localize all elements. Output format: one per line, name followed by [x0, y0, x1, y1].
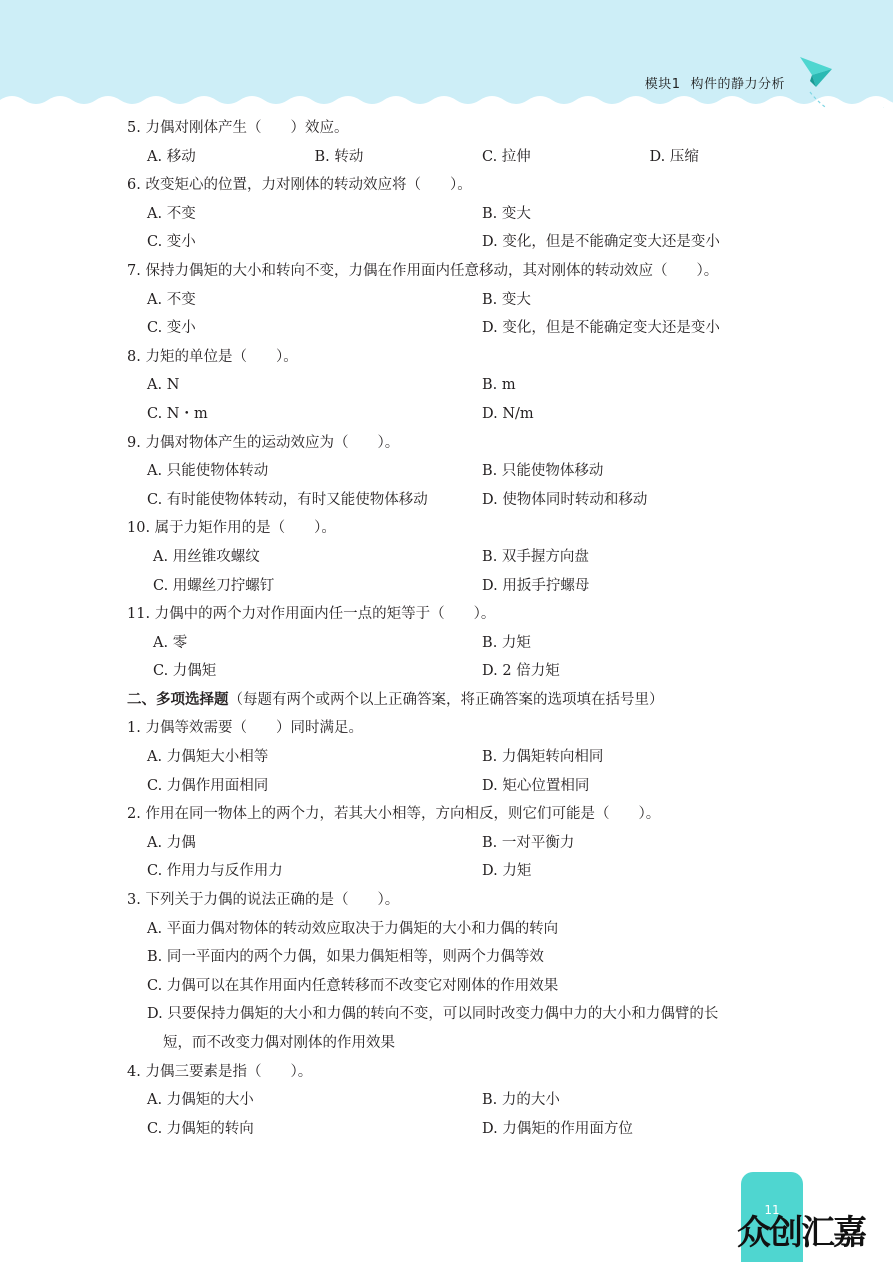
option-d: D. 2 倍力矩 [482, 663, 560, 680]
question-stem: 7. 保持力偶矩的大小和转向不变，力偶在作用面内任意移动，其对刚体的转动效应（ ）。 [127, 262, 719, 279]
option-c: C. 拉伸 [482, 148, 531, 165]
option-d: D. 只要保持力偶矩的大小和力偶的转向不变，可以同时改变力偶中力的大小和力偶臂的长 [147, 1006, 719, 1023]
option-b: B. 变大 [482, 205, 531, 222]
options-row [127, 572, 817, 601]
watermark-logo: 众创汇嘉 [737, 1213, 865, 1253]
option-a: A. 移动 [147, 148, 196, 165]
option-a: A. 用丝锥攻螺纹 [153, 548, 260, 565]
option-c: C. 用螺丝刀拧螺钉 [153, 577, 275, 594]
option-d: D. 力矩 [482, 863, 532, 880]
question-stem: 11. 力偶中的两个力对作用面内任一点的矩等于（ ）。 [127, 606, 496, 623]
options-row [127, 829, 817, 858]
section-heading [127, 686, 817, 715]
options-row [127, 543, 817, 572]
option-b: B. 只能使物体移动 [482, 463, 604, 480]
option-a: A. 只能使物体转动 [147, 463, 269, 480]
options-row [127, 657, 817, 686]
options-row [127, 486, 817, 515]
options-row [127, 857, 817, 886]
option-b: B. 同一平面内的两个力偶，如果力偶矩相等，则两个力偶等效 [147, 949, 544, 966]
options-row [127, 400, 817, 429]
option-a: A. 力偶 [147, 834, 196, 851]
question-stem: 8. 力矩的单位是（ ）。 [127, 348, 298, 365]
option-a: A. 力偶矩大小相等 [147, 749, 269, 766]
option-a: A. 平面力偶对物体的转动效应取决于力偶矩的大小和力偶的转向 [147, 920, 559, 937]
question-stem: 1. 力偶等效需要（ ）同时满足。 [127, 720, 363, 737]
question-stem: 6. 改变矩心的位置，力对刚体的转动效应将（ ）。 [127, 177, 472, 194]
option-d: D. 压缩 [649, 148, 699, 165]
option-d: D. 使物体同时转动和移动 [482, 491, 648, 508]
option-c: C. 力偶作用面相同 [147, 777, 269, 794]
options-row [127, 772, 817, 801]
option-d: D. 力偶矩的作用面方位 [482, 1120, 633, 1137]
option-d: D. 变化，但是不能确定变大还是变小 [482, 234, 720, 251]
section-note: （每题有两个或两个以上正确答案，将正确答案的选项填在括号里） [228, 691, 664, 708]
option-c: C. N・m [147, 405, 208, 422]
option-b: B. 力的大小 [482, 1092, 560, 1109]
options-row [127, 629, 817, 658]
option-a: A. 不变 [147, 205, 196, 222]
page-number: 11 [764, 1203, 780, 1217]
question-content [127, 114, 817, 1143]
option-d: D. 矩心位置相同 [482, 777, 590, 794]
question-stem: 9. 力偶对物体产生的运动效应为（ ）。 [127, 434, 400, 451]
options-row [127, 200, 817, 229]
options-row [127, 743, 817, 772]
options-row [127, 314, 817, 343]
module-label [645, 73, 785, 92]
option-a: A. N [147, 377, 180, 394]
option-c: C. 变小 [147, 320, 196, 337]
option-c: C. 有时能使物体转动，有时又能使物体移动 [147, 491, 428, 508]
option-c: C. 力偶矩 [153, 663, 217, 680]
option-d: D. 用扳手拧螺母 [482, 577, 590, 594]
option-d-continued: 短，而不改变力偶对刚体的作用效果 [163, 1035, 395, 1051]
option-b: B. m [482, 377, 516, 394]
question-stem: 10. 属于力矩作用的是（ ）。 [127, 520, 336, 537]
question-stem: 3. 下列关于力偶的说法正确的是（ ）。 [127, 892, 400, 909]
option-b: B. 一对平衡力 [482, 834, 575, 851]
option-b: B. 力偶矩转向相同 [482, 749, 604, 766]
options-row [127, 228, 817, 257]
question-stem: 4. 力偶三要素是指（ ）。 [127, 1063, 313, 1080]
question-stem: 5. 力偶对刚体产生（ ）效应。 [127, 120, 349, 136]
option-a: A. 不变 [147, 291, 196, 308]
options-row [127, 1115, 817, 1144]
option-a: A. 力偶矩的大小 [147, 1092, 254, 1109]
options-row [127, 1086, 817, 1115]
section-title: 二、多项选择题 [127, 690, 229, 708]
question-stem: 2. 作用在同一物体上的两个力，若其大小相等，方向相反，则它们可能是（ ）。 [127, 806, 661, 823]
option-c: C. 力偶可以在其作用面内任意转移而不改变它对刚体的作用效果 [147, 977, 559, 994]
option-b: B. 变大 [482, 291, 531, 308]
option-c: C. 作用力与反作用力 [147, 863, 283, 880]
option-b: B. 转动 [314, 148, 364, 165]
options-row [127, 371, 817, 400]
option-b: B. 力矩 [482, 634, 531, 651]
option-d: D. N/m [482, 405, 534, 422]
module-title: 构件的静力分析 [690, 77, 785, 92]
options-row [127, 457, 817, 486]
option-b: B. 双手握方向盘 [482, 548, 589, 565]
option-a: A. 零 [153, 634, 188, 651]
options-row [127, 286, 817, 315]
option-d: D. 变化，但是不能确定变大还是变小 [482, 320, 720, 337]
options-row [127, 143, 817, 172]
option-c: C. 变小 [147, 234, 196, 251]
module-number: 模块1 [644, 77, 681, 92]
option-c: C. 力偶矩的转向 [147, 1120, 254, 1137]
paper-plane-icon [798, 55, 834, 89]
